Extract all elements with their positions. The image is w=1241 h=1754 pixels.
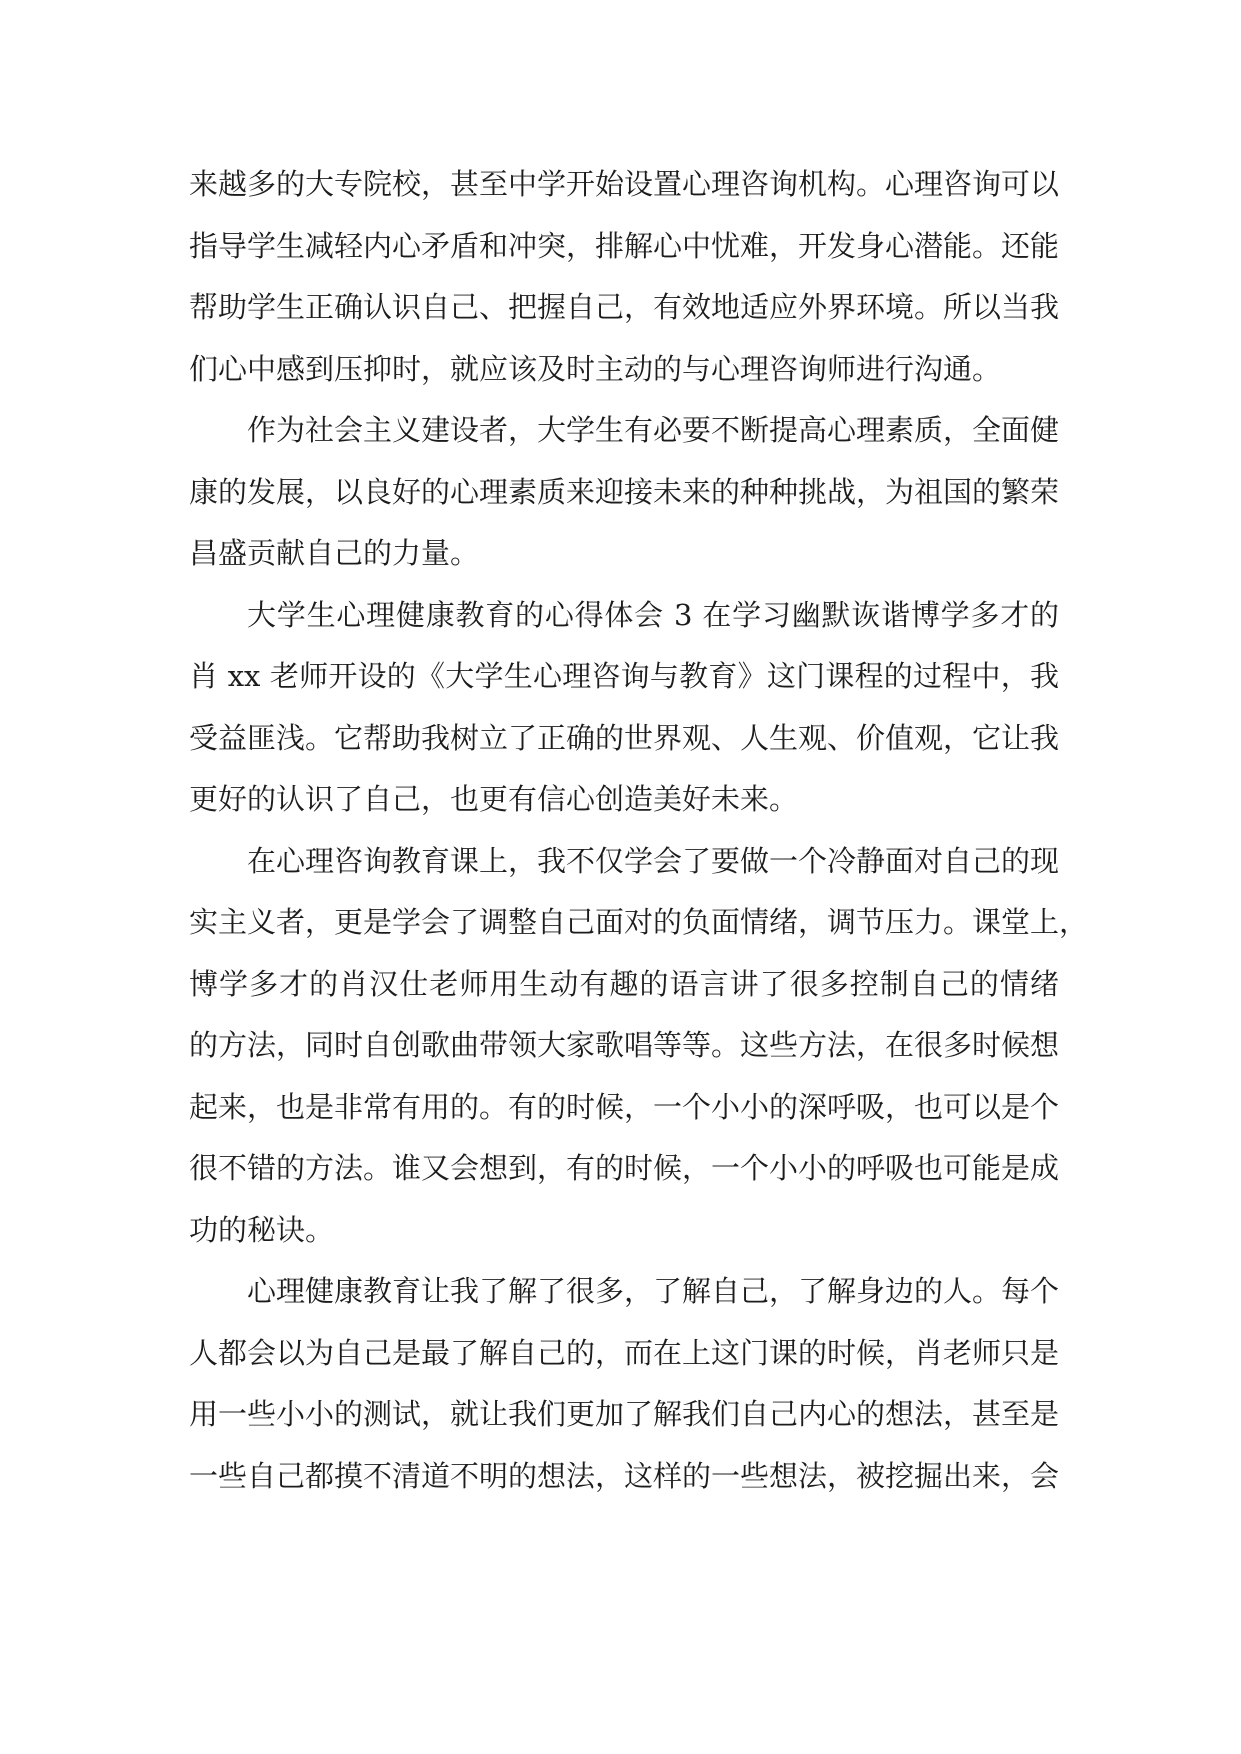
- text-line: 人都会以为自己是最了解自己的，而在上这门课的时候，肖老师只是: [189, 1335, 1060, 1370]
- paragraph-4: [189, 831, 1089, 1262]
- text-line: 心理健康教育让我了解了很多，了解自己，了解身边的人。每个: [247, 1274, 1060, 1308]
- text-line: 用一些小小的测试，就让我们更加了解我们自己内心的想法，甚至是: [189, 1397, 1060, 1431]
- text-line: 在心理咨询教育课上，我不仅学会了要做一个冷静面对自己的现: [247, 843, 1060, 878]
- text-line: 指导学生减轻内心矛盾和冲突，排解心中忧难，开发身心潜能。还能: [189, 228, 1060, 263]
- text-line: 受益匪浅。它帮助我树立了正确的世界观、人生观、价值观，它让我: [189, 720, 1060, 755]
- text-line: 大学生心理健康教育的心得体会 3 在学习幽默诙谐博学多才的: [247, 597, 1059, 632]
- text-line: 实主义者，更是学会了调整自己面对的负面情绪，调节压力。课堂上，: [189, 905, 1089, 939]
- paragraph-3: [189, 585, 1059, 831]
- text-line: 一些自己都摸不清道不明的想法，这样的一些想法，被挖掘出来，会: [189, 1458, 1060, 1493]
- text-line: 起来，也是非常有用的。有的时候，一个小小的深呼吸，也可以是个: [189, 1089, 1060, 1124]
- text-line: 昌盛贡献自己的力量。: [189, 536, 480, 570]
- text-line: 很不错的方法。谁又会想到，有的时候，一个小小的呼吸也可能是成: [189, 1151, 1060, 1185]
- text-line: 康的发展，以良好的心理素质来迎接未来的种种挑战，为祖国的繁荣: [189, 474, 1060, 509]
- document-body: [189, 154, 1089, 1507]
- text-line: 的方法，同时自创歌曲带领大家歌唱等等。这些方法，在很多时候想: [189, 1028, 1060, 1062]
- paragraph-2: [189, 400, 1059, 585]
- text-line: 博学多才的肖汉仕老师用生动有趣的语言讲了很多控制自己的情绪: [189, 966, 1059, 1001]
- paragraph-1: [189, 154, 1059, 400]
- text-line: 们心中感到压抑时，就应该及时主动的与心理咨询师进行沟通。: [189, 351, 1002, 386]
- paragraph-5: [189, 1261, 1059, 1507]
- text-line: 作为社会主义建设者，大学生有必要不断提高心理素质，全面健: [247, 413, 1060, 447]
- text-line: 更好的认识了自己，也更有信心创造美好未来。: [189, 782, 799, 816]
- text-line: 来越多的大专院校，甚至中学开始设置心理咨询机构。心理咨询可以: [189, 167, 1060, 201]
- text-line: 帮助学生正确认识自己、把握自己，有效地适应外界环境。所以当我: [189, 290, 1060, 324]
- text-line: 功的秘诀。: [189, 1212, 335, 1247]
- text-line: 肖 xx 老师开设的《大学生心理咨询与教育》这门课程的过程中，我: [189, 659, 1059, 693]
